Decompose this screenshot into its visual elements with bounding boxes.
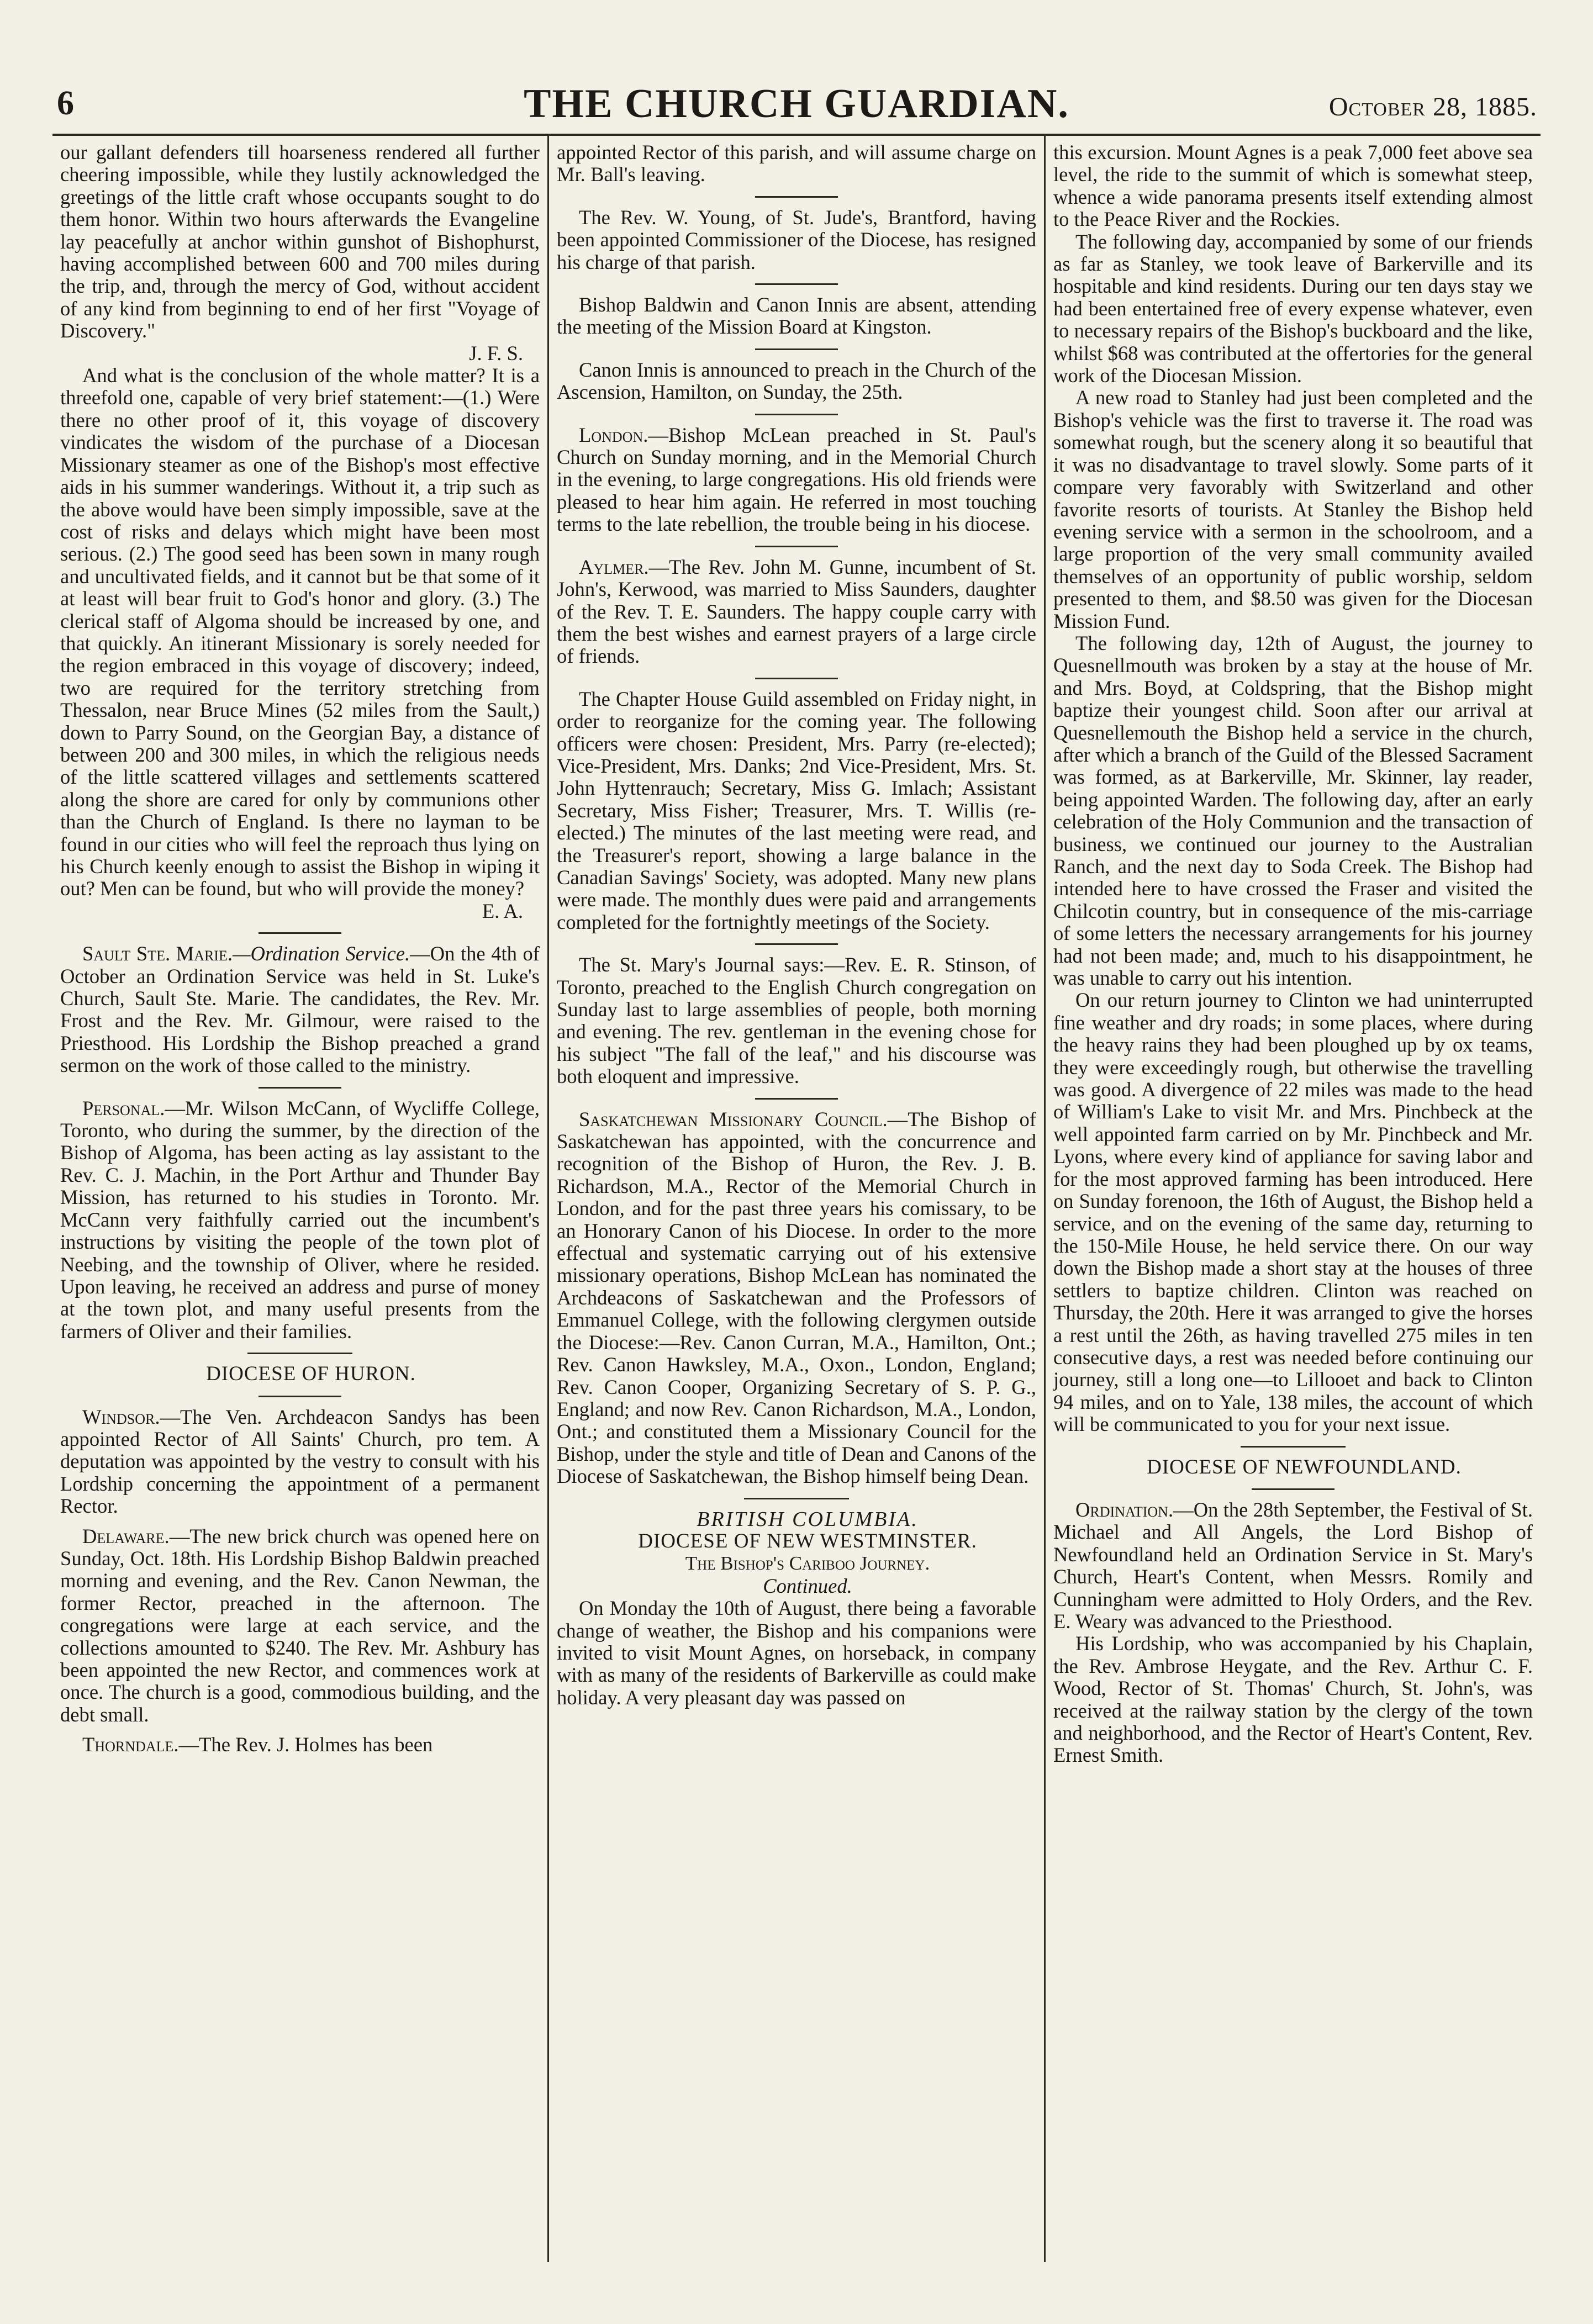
divider-rule <box>259 1396 341 1397</box>
baldwin-innis-item: Bishop Baldwin and Canon Innis are absent, attending the meeting of the Mission Board at Kingston. <box>557 293 1036 339</box>
section-heading-huron: DIOCESE OF HURON. <box>206 1362 416 1386</box>
st-marys-journal-item: The St. Mary's Journal says:—Rev. E. R. Stinson, of Toronto, preached to the English Church congregation on Sunday last to large assemblies of people, both morning and evening. The rev. gentleman in the evening chose for his subject "The fall of the leaf," and his discourse was both eloquent and impressive. <box>557 953 1036 1088</box>
london-text: —Bishop McLean preached in St. Paul's Church on Sunday morning, and in the Memorial Church in the evening, to large congregations. His old friends were pleased to hear him again. He referred in most touching terms to the late rebellion, the trouble being in his diocese. <box>557 423 1036 536</box>
continued-label: Continued. <box>763 1574 852 1597</box>
london-item <box>557 424 1036 536</box>
aylmer-lead: Aylmer. <box>579 555 649 578</box>
return-journey-paragraph: On our return journey to Clinton we had uninterrupted fine weather and dry roads; in some places, where during the heavy rains they had been ploughed up by ox teams, they were exceedingly rough, but otherwise the travelling was good. A divergence of 22 miles was made to the head of William's Lake to visit Mr. and Mrs. Pinchbeck at the well appointed farm carried on by Mr. Pinchbeck and Mr. Lyons, where every kind of appliance for saving labor and for the most approved farming has been introduced. Here on Sunday forenoon, the 16th of August, the Bishop held a service, and on the evening of the same day, returning to the 150-Mile House, he held service there. On our way down the Bishop made a short stay at the houses of three settlers to baptize children. Clinton was reached on Thursday, the 20th. Here it was arranged to give the horses a rest until the 26th, as having travelled 275 miles in ten consecutive days, a rest was needed before continuing our journey, still a long one—to Lillooet and back to Clinton 94 miles, and on to Yale, 138 miles, the account of which will be communicated to you for your next issue. <box>1053 989 1533 1436</box>
divider-rule <box>744 1498 849 1499</box>
personal-item <box>60 1097 540 1343</box>
saskatchewan-lead: Saskatchewan Missionary Council. <box>579 1107 888 1131</box>
sault-ste-marie-item <box>60 943 540 1076</box>
issue-date: October 28, 1885. <box>1328 92 1537 122</box>
sault-subhead: —Ordination Service. <box>233 942 410 965</box>
thorndale-continued: appointed Rector of this parish, and will assume charge on Mr. Ball's leaving. <box>557 141 1036 186</box>
section-heading-british-columbia: BRITISH COLUMBIA. <box>697 1507 919 1531</box>
quesnellmouth-paragraph: The following day, 12th of August, the journey to Quesnellmouth was broken by a stay at the house of Mr. and Mrs. Boyd, at Coldspring, that the Bishop might baptize their youngest child. Soon after our arrival at Quesnellemouth the Bishop held a service in the church, after which a branch of the Guild of the Blessed Sacrament was formed, as at Barkerville, Mr. Skinner, lay reader, being appointed Warden. The following day, after an early celebration of the Holy Communion and the transaction of business, we continued our journey to the Australian Ranch, and the next day to Soda Creek. The Bishop had intended here to have crossed the Fraser and visited the Chilcotin country, but in consequence of the mis-carriage of some letters the necessary arrangements for his journey had not been made; and, much to his disappointment, he was unable to carry out his intention. <box>1053 631 1533 990</box>
young-item: The Rev. W. Young, of St. Jude's, Brantford, having been appointed Commissioner of the Diocese, has resigned his charge of that parish. <box>557 205 1036 273</box>
section-heading-newfoundland: DIOCESE OF NEWFOUNDLAND. <box>1147 1455 1462 1478</box>
divider-rule <box>247 1353 352 1354</box>
ordination-text: —On the 28th September, the Festival of St. Michael and All Angels, the Lord Bishop of Newfoundland held an Ordination Service in St. Mary's Church, Heart's Content, when Messrs. Romily and Cunningham were admitted to Holy Orders, and the Rev. E. Weary was advanced to the Priesthood. <box>1053 1498 1533 1633</box>
article-heading-cariboo-journey: The Bishop's Cariboo Journey. <box>685 1552 930 1575</box>
column-3 <box>1044 136 1541 2262</box>
newspaper-title: THE CHURCH GUARDIAN. <box>524 81 1069 126</box>
voyage-conclusion-paragraph: our gallant defenders till hoarseness rendered all further cheering impossible, while they lustily acknowledged the greetings of the little craft whose occupants sought to do them honor. Within two hours afterwards the Evangeline lay peacefully at anchor within gunshot of Bishophurst, having accomplished between 600 and 700 miles during the trip, and, through the mercy of God, without accident of any kind from beginning to end of her first "Voyage of Discovery." <box>60 141 540 342</box>
stanley-paragraph: A new road to Stanley had just been completed and the Bishop's vehicle was the first to traverse it. The road was somewhat rough, but the scenery along it so beautiful that it was no disadvantage to travel slowly. Some parts of it compare very favorably with Switzerland and other favorite resorts of tourists. At Stanley the Bishop held evening service with a sermon in the schoolroom, and a large proportion of the very small community availed themselves of an opportunity of public worship, seldom presented to them, and $8.50 was given for the Diocesan Mission Fund. <box>1053 386 1533 632</box>
page-number: 6 <box>57 84 74 122</box>
divider-rule <box>259 1087 341 1089</box>
saskatchewan-council-item <box>557 1108 1036 1488</box>
personal-lead: Personal. <box>82 1096 165 1119</box>
barkerville-paragraph: The following day, accompanied by some of our friends as far as Stanley, we took leave of Barkerville and its hospitable and kind residents. During our ten days stay we had been entertained free of every expense whatever, even to necessary repairs of the Bishop's buckboard and the like, whilst $68 was contributed at the offertories for the general work of the Diocesan Mission. <box>1053 230 1533 387</box>
signature-ea: E. A. <box>482 899 523 922</box>
divider-rule <box>259 932 341 934</box>
cariboo-journey-paragraph: On Monday the 10th of August, there being a favorable change of weather, the Bishop and his companions were invited to visit Mount Agnes, on horseback, in company with as many of the residents of Barkerville as could make holiday. A very pleasant day was passed on <box>557 1597 1036 1709</box>
windsor-item <box>60 1406 540 1518</box>
delaware-item <box>60 1525 540 1726</box>
aylmer-item <box>557 556 1036 668</box>
thorndale-item <box>60 1734 540 1756</box>
divider-rule <box>1241 1446 1346 1448</box>
chapter-house-guild-item: The Chapter House Guild assembled on Friday night, in order to reorganize for the coming year. The following officers were chosen: President, Mrs. Parry (re-elected); Vice-President, Mrs. Danks; 2nd Vice-President, Mrs. St. John Hyttenrauch; Secretary, Miss G. Imlach; Assistant Secretary, Miss Fisher; Treasurer, Mrs. T. Willis (re-elected.) The minutes of the last meeting were read, and the Treasurer's report, showing a large balance in the Canadian Savings' Society, was adopted. Many new plans were made. The monthly dues were paid and arrangements completed for the fortnightly meetings of the Society. <box>557 687 1036 933</box>
thorndale-text: —The Rev. J. Holmes has been <box>178 1733 433 1756</box>
ordination-lead: Ordination. <box>1075 1498 1174 1521</box>
conclusion-paragraph: And what is the conclusion of the whole matter? It is a threefold one, capable of very brief statement:—(1.) Were there no other proof of it, this voyage of discovery vindicates the wisdom of the purchase of a Diocesan Missionary steamer as one of the Bishop's most effective aids in his summer wanderings. Without it, a trip such as the above would have been simply impossible, save at the cost of risks and delays which might have been most serious. (2.) The good seed has been sown in many rough and uncultivated fields, and it cannot but be that some of it at least will bear fruit to God's honor and glory. (3.) The clerical staff of Algoma should be increased by one, and that quickly. An itinerant Missionary is sorely needed for the region embraced in this voyage of discovery; indeed, two are required for the territory stretching from Thessalon, near Bruce Mines (52 miles from the Sault,) down to Parry Sound, on the Georgian Bay, a distance of between 200 and 300 miles, in which the religious needs of the little scattered villages and settlements scattered along the shore are cared for only by communions other than the Church of England. Is there no layman to be found in our cities who will feel the reproach thus lying on his Church keenly enough to assist the Bishop in wiping it out? Men can be found, but who will provide the money? <box>60 364 540 900</box>
divider-rule <box>755 196 838 198</box>
ordination-item <box>1053 1499 1533 1633</box>
divider-rule <box>755 1098 838 1100</box>
lordship-paragraph: His Lordship, who was accompanied by his Chaplain, the Rev. Ambrose Heygate, and the Rev. Arthur C. F. Wood, Rector of St. Thomas' Church, St. John's, was received at the railway station by the clergy of the town and neighborhood, and the Rector of Heart's Content, Rev. Ernest Smith. <box>1053 1632 1533 1767</box>
delaware-lead: Delaware. <box>82 1524 170 1547</box>
divider-rule <box>1252 1488 1334 1490</box>
divider-rule <box>755 414 838 415</box>
london-lead: London. <box>579 423 648 446</box>
windsor-lead: Windsor. <box>82 1405 160 1428</box>
column-1 <box>52 136 547 2262</box>
delaware-text: —The new brick church was opened here on Sunday, Oct. 18th. His Lordship Bishop Baldwin preached morning and evening, and the Rev. Canon Newman, the former Rector, preached in the afternoon. The congregations were large at each service, and the collections amounted to $240. The Rev. Mr. Ashbury has been appointed the new Rector, and commences work at once. The church is a good, commodious building, and the debt small. <box>60 1524 540 1726</box>
saskatchewan-text: —The Bishop of Saskatchewan has appointed, with the concurrence and recognition of the Bishop of Huron, the Rev. J. B. Richardson, M.A., Rector of the Memorial Church in London, and for the past three years his comissary, to be an Honorary Canon of his Diocese. In order to the more effectual and systematic carrying out of his extensive missionary operations, Bishop McLean has nominated the Archdeacons of Saskatchewan and the Professors of Emmanuel College, with the following clergymen outside the Diocese:—Rev. Canon Curran, M.A., Hamilton, Ont.; Rev. Canon Hawksley, M.A., Oxon., London, England; Rev. Canon Cooper, Organizing Secretary of S. P. G., England; and now Rev. Canon Richardson, M.A., London, Ont.; and constituted them a Missionary Council for the Bishop, under the style and title of Dean and Canons of the Diocese of Saskatchewan, the Bishop himself being Dean. <box>557 1107 1036 1488</box>
personal-text: —Mr. Wilson McCann, of Wycliffe College, Toronto, who during the summer, by the direction of the Bishop of Algoma, has been acting as lay assistant to the Rev. C. J. Machin, in the Port Arthur and Thunder Bay Mission, has returned to his studies in Toronto. Mr. McCann very faithfully carried out the incumbent's instructions by visiting the people of the town plot of Neebing, and the township of Oliver, where he resided. Upon leaving, he received an address and purse of money at the town plot, and many useful presents from the farmers of Oliver and their families. <box>60 1096 540 1343</box>
mount-agnes-paragraph: this excursion. Mount Agnes is a peak 7,000 feet above sea level, the ride to the summit of which is somewhat steep, whence a wide panorama presents itself extending almost to the Peace River and the Rockies. <box>1053 141 1533 231</box>
canon-innis-item: Canon Innis is announced to preach in the Church of the Ascension, Hamilton, on Sunday, the 25th. <box>557 358 1036 404</box>
divider-rule <box>755 348 838 350</box>
sault-text: —On the 4th of October an Ordination Service was held in St. Luke's Church, Sault Ste. Marie. The candidates, the Rev. Mr. Frost and the Rev. Mr. Gilmour, were raised to the Priesthood. His Lordship the Bishop preached a grand sermon on the work of those called to the ministry. <box>60 942 540 1077</box>
section-heading-new-westminster: DIOCESE OF NEW WESTMINSTER. <box>638 1529 977 1552</box>
divider-rule <box>755 678 838 679</box>
divider-rule <box>755 546 838 547</box>
divider-rule <box>755 943 838 945</box>
column-2 <box>547 136 1044 2262</box>
article-columns <box>52 136 1541 2262</box>
windsor-text: —The Ven. Archdeacon Sandys has been appointed Rector of All Saints' Church, pro tem. A deputation was appointed by the vestry to consult with his Lordship concerning the appointment of a permanent Rector. <box>60 1405 540 1518</box>
divider-rule <box>755 283 838 285</box>
signature-jfs: J. F. S. <box>469 341 523 365</box>
aylmer-text: —The Rev. John M. Gunne, incumbent of St. John's, Kerwood, was married to Miss Saunders, daughter of the Rev. T. E. Saunders. The happy couple carry with them the best wishes and earnest prayers of a large circle of friends. <box>557 555 1036 668</box>
masthead <box>52 83 1541 136</box>
sault-lead: Sault Ste. Marie. <box>82 942 233 965</box>
thorndale-lead: Thorndale. <box>82 1733 179 1756</box>
